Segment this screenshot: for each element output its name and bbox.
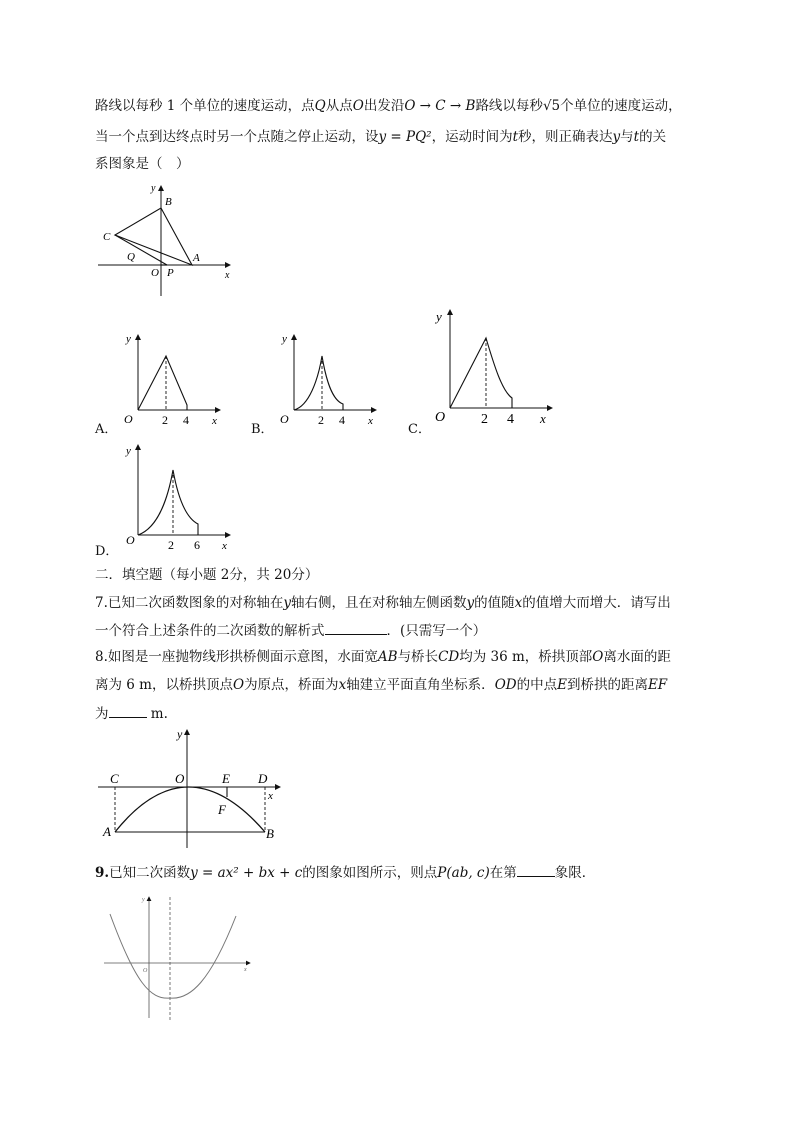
- option-d-tick-1: 2: [168, 538, 174, 552]
- option-d-tick-2: 6: [194, 538, 200, 552]
- q6-label-B: B: [165, 196, 172, 208]
- option-d-curve: [138, 470, 198, 535]
- option-b-tick-2: 4: [339, 413, 345, 427]
- option-b-label: B．: [251, 422, 274, 437]
- q6-label-P: P: [167, 267, 174, 279]
- q6-segment-cp: [115, 235, 167, 265]
- option-c-tick-1: 2: [481, 412, 488, 427]
- q8-label-A: A: [103, 824, 111, 839]
- option-c-origin: O: [435, 410, 446, 425]
- option-a-tick-1: 2: [162, 413, 168, 427]
- q8-arch: [115, 787, 265, 832]
- q7-line-2: 一个符合上述条件的二次函数的解析式 ．(只需写一个）: [95, 620, 486, 640]
- option-d-graph: [118, 440, 238, 555]
- option-a-x: x: [212, 415, 217, 427]
- option-a-tick-2: 4: [183, 413, 189, 427]
- q6-line-1: 路线以每秒 1 个单位的速度运动，点Q从点O出发沿O → C → B路线以每秒√5个单位的速度运动，: [95, 98, 682, 114]
- q6-label-C: C: [103, 231, 111, 243]
- q8-label-x: x: [268, 790, 273, 802]
- option-d-x: x: [222, 540, 227, 552]
- option-a-y: y: [126, 333, 131, 345]
- option-c-x: x: [540, 411, 546, 426]
- q6-figure: [95, 180, 245, 300]
- q6-label-Q: Q: [127, 251, 135, 263]
- q7-answer-blank[interactable]: [325, 620, 387, 635]
- q9-parabola-figure: [100, 892, 255, 1022]
- option-a-origin: O: [124, 412, 133, 426]
- q9-label-o: O: [143, 968, 148, 974]
- q6-label-y: y: [151, 183, 156, 194]
- q8-label-E: E: [222, 771, 230, 786]
- option-a-graph: [118, 330, 228, 430]
- q8-line-2: 离为 6 m，以桥拱顶点O为原点，桥面为x轴建立平面直角坐标系．OD的中点E到桥拱的距离EF: [95, 677, 668, 693]
- q6-line-3: 系图象是（ ）: [95, 156, 190, 172]
- option-c-y: y: [436, 309, 442, 324]
- option-c-graph: [430, 305, 560, 435]
- q8-bridge-figure: [95, 722, 295, 852]
- q6-label-O: O: [151, 267, 159, 279]
- q8-label-y: y: [177, 727, 183, 741]
- q9-line: 9.已知二次函数y = ax² + bx + c的图象如图所示，则点P(ab, c)在第 象限．: [95, 862, 595, 882]
- option-d-y: y: [126, 445, 131, 457]
- option-b-curve: [294, 356, 343, 410]
- option-b-graph: [274, 330, 384, 430]
- option-a-label: A．: [95, 422, 118, 437]
- q8-label-O: O: [175, 771, 185, 786]
- section-2-heading: 二．填空题（每小题 2分，共 20分）: [95, 567, 319, 583]
- option-d-label: D．: [95, 544, 119, 559]
- q8-line-3: 为 m.: [95, 703, 168, 723]
- q6-line-2: 当一个点到达终点时另一个点随之停止运动，设y = PQ²，运动时间为t秒，则正确表达y与t的关: [95, 129, 667, 145]
- q7-line-1: 7.已知二次函数图象的对称轴在y轴右侧，且在对称轴左侧函数y的值随x的值增大而增大．请写出: [95, 595, 671, 611]
- q8-line-1: 8.如图是一座抛物线形拱桥侧面示意图，水面宽AB与桥长CD均为 36 m，桥拱顶部O离水面的距: [95, 649, 671, 665]
- q9-answer-blank[interactable]: [517, 862, 555, 877]
- q6-label-A: A: [193, 252, 200, 264]
- q8-label-F: F: [218, 802, 226, 817]
- q8-label-D: D: [258, 771, 268, 786]
- option-d-origin: O: [126, 533, 135, 547]
- option-b-tick-1: 2: [318, 413, 324, 427]
- option-b-origin: O: [280, 412, 289, 426]
- option-a-curve: [138, 356, 187, 410]
- option-b-y: y: [282, 333, 287, 345]
- option-b-x: x: [368, 415, 373, 427]
- option-c-curve: [450, 338, 512, 408]
- q9-parabola: [110, 914, 236, 998]
- q6-label-x: x: [225, 270, 230, 281]
- q8-answer-blank[interactable]: [109, 703, 147, 718]
- q9-label-y: y: [142, 897, 145, 903]
- option-c-label: C．: [408, 422, 431, 437]
- option-c-tick-2: 4: [507, 412, 514, 427]
- q8-label-B: B: [266, 826, 274, 841]
- q8-label-C: C: [110, 771, 119, 786]
- q9-label-x: x: [244, 967, 247, 973]
